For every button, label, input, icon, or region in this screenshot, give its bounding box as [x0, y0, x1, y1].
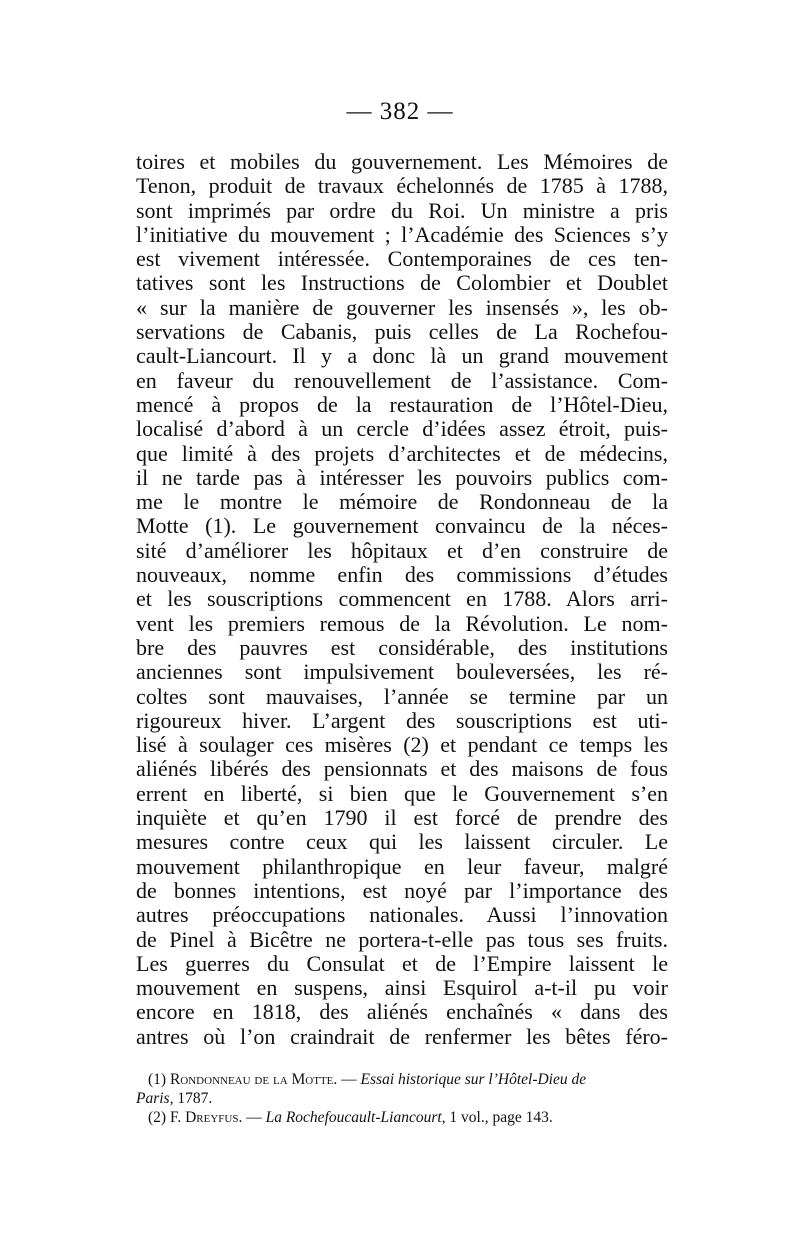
footnote-2-title: La Rochefoucault-Liancourt, — [265, 1109, 446, 1126]
text-line: inquiète et qu’en 1790 il est forcé de prendre des — [136, 805, 668, 831]
text-line: cault-Liancourt. Il y a donc là un grand mouvement — [136, 343, 668, 369]
footnote-1-author: Rondonneau de la Motte. — [169, 1071, 338, 1088]
footnotes — [136, 1070, 668, 1127]
text-line: lisé à soulager ces misères (2) et pendant ce temps les — [136, 732, 668, 758]
footnote-2-author: Dreyfus. — [185, 1109, 243, 1126]
text-line: tatives sont les Instructions de Colombier et Doublet — [136, 270, 668, 296]
text-line: mouvement en suspens, ainsi Esquirol a-t-il pu voir — [136, 975, 668, 1001]
text-line: antres où l’on craindrait de renfermer les bêtes féro- — [136, 1023, 668, 1049]
text-line: Tenon, produit de travaux échelonnés de 1785 à 1788, — [136, 173, 668, 199]
text-line: coltes sont mauvaises, l’année se termine par un — [136, 683, 668, 709]
text-line: il ne tarde pas à intéresser les pouvoirs publics com- — [136, 464, 668, 490]
text-line: de bonnes intentions, est noyé par l’importance des — [136, 877, 668, 903]
footnote-1-marker: (1) — [148, 1071, 167, 1088]
text-line: toires et mobiles du gouvernement. Les Mémoires de — [136, 149, 668, 174]
text-line: l’initiative du mouvement ; l’Académie des Sciences s’y — [136, 221, 668, 247]
text-line: Les guerres du Consulat et de l’Empire laissent le — [136, 950, 668, 976]
text-line: de Pinel à Bicêtre ne portera-t-elle pas tous ses fruits. — [136, 926, 668, 952]
text-line: encore en 1818, des aliénés enchaînés « dans des — [136, 999, 668, 1025]
text-line: rigoureux hiver. L’argent des souscriptions est uti- — [136, 707, 668, 733]
text-line: anciennes sont impulsivement bouleversées, les ré- — [136, 659, 668, 685]
footnote-2-marker: (2) — [148, 1109, 167, 1126]
body-text — [136, 150, 668, 1049]
text-line: Motte (1). Le gouvernement convaincu de la néces- — [136, 513, 668, 539]
text-line: est vivement intéressée. Contemporaines de ces ten- — [136, 246, 668, 272]
footnote-2-initial: F. — [169, 1109, 182, 1126]
text-line: aliénés libérés des pensionnats et des maisons de fous — [136, 756, 668, 782]
text-line: me le montre le mémoire de Rondonneau de la — [136, 489, 668, 515]
text-line: mencé à propos de la restauration de l’Hôtel-Dieu, — [136, 391, 668, 417]
footnote-1-dash: — — [341, 1071, 357, 1088]
text-line: que limité à des projets d’architectes et de médecins, — [136, 440, 668, 466]
text-line: bre des pauvres est considérable, des institutions — [136, 634, 668, 660]
text-line: autres préoccupations nationales. Aussi l’innovation — [136, 902, 668, 928]
footnote-1 — [136, 1070, 668, 1089]
text-line: en faveur du renouvellement de l’assistance. Com- — [136, 367, 668, 393]
text-line: « sur la manière de gouverner les insensés », les ob- — [136, 294, 668, 320]
text-line: nouveaux, nomme enfin des commissions d’études — [136, 562, 668, 588]
footnote-1-title-continued: Paris, — [136, 1090, 174, 1107]
text-line: et les souscriptions commencent en 1788. Alors arri- — [136, 586, 668, 612]
text-line: vent les premiers remous de la Révolution. Le nom- — [136, 610, 668, 636]
text-line: mouvement philanthropique en leur faveur, malgré — [136, 853, 668, 879]
text-line: errent en liberté, si bien que le Gouvernement s’en — [136, 780, 668, 806]
footnote-2-rest: 1 vol., page 143. — [449, 1109, 553, 1126]
footnote-1-title: Essai historique sur l’Hôtel-Dieu de — [360, 1071, 587, 1088]
text-line: sont imprimés par ordre du Roi. Un ministre a pris — [136, 197, 668, 223]
footnote-2 — [136, 1108, 668, 1127]
text-line: mesures contre ceux qui les laissent circuler. Le — [136, 829, 668, 855]
footnote-1-year: 1787. — [177, 1090, 213, 1107]
footnote-1-continued — [136, 1089, 668, 1108]
text-line: localisé d’abord à un cercle d’idées assez étroit, puis- — [136, 416, 668, 442]
page-number: — 382 — — [346, 98, 454, 125]
text-line: servations de Cabanis, puis celles de La Rochefou- — [136, 319, 668, 345]
footnote-2-dash: — — [246, 1109, 262, 1126]
text-line: sité d’améliorer les hôpitaux et d’en construire de — [136, 537, 668, 563]
